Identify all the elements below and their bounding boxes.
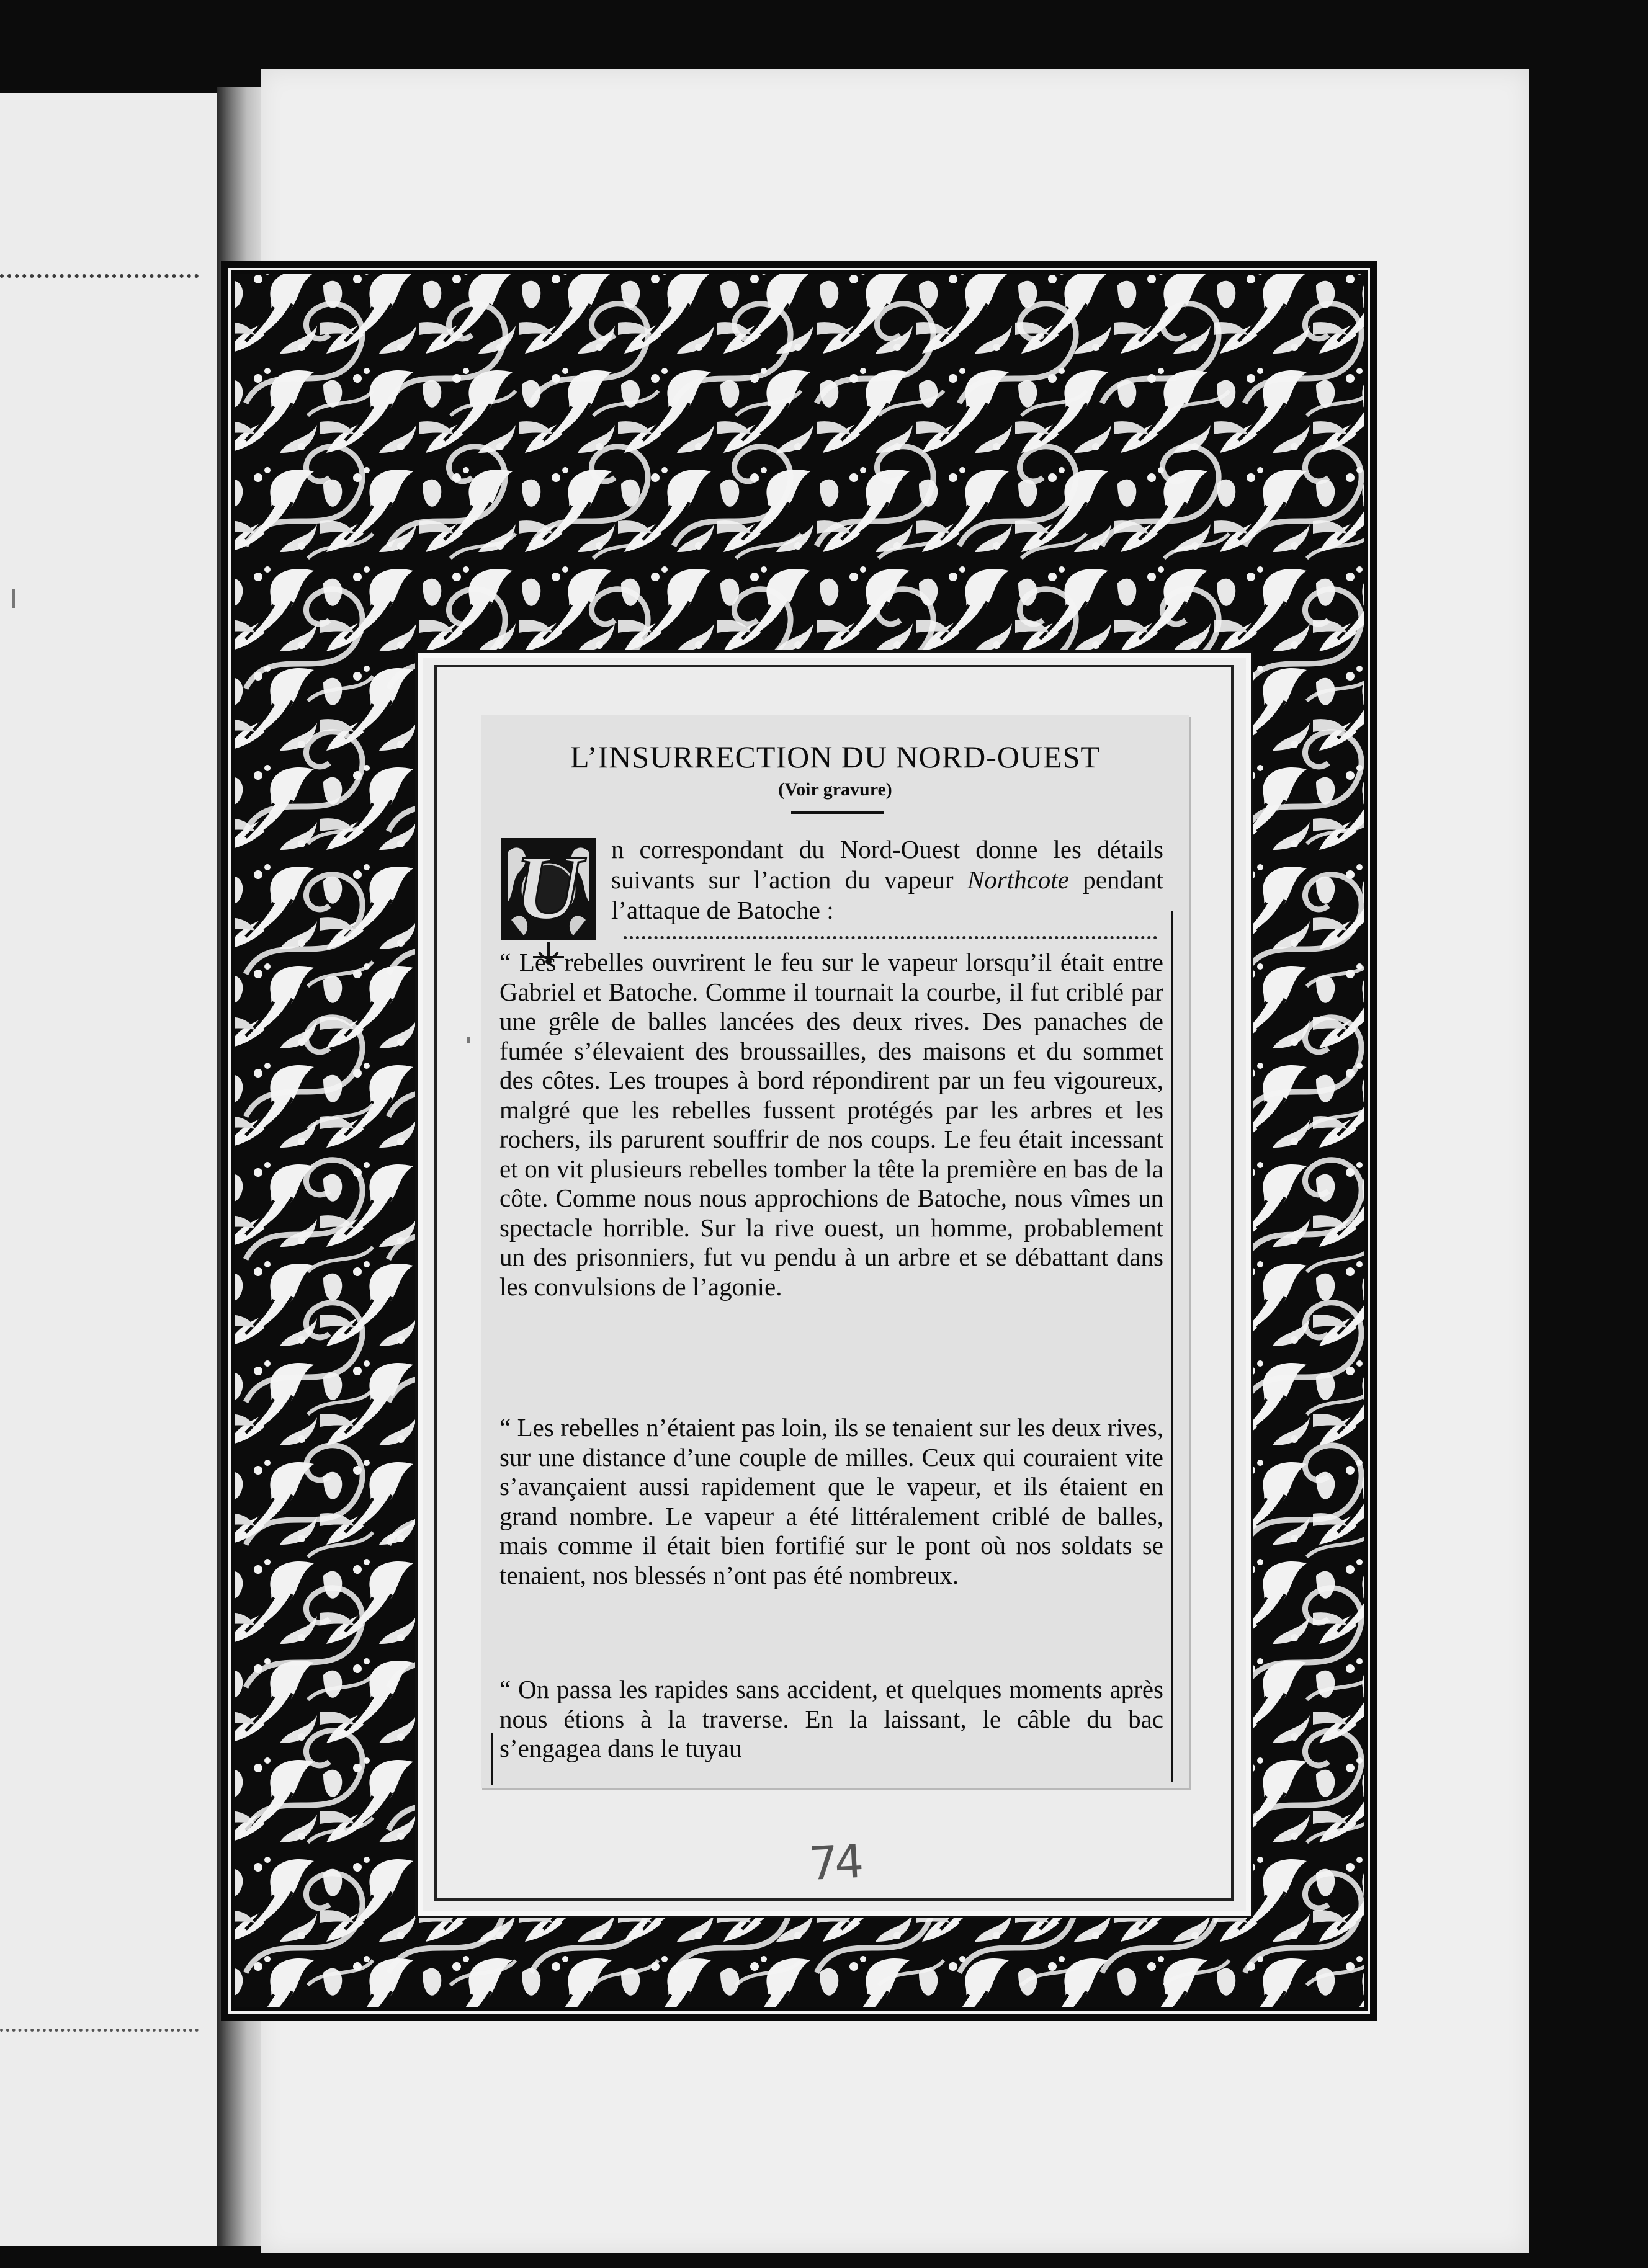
intro-text-lead: n correspondant du Nord-Ouest donne les détails suivants sur l’action du vapeur (611, 835, 1163, 894)
title-rule (791, 811, 884, 814)
dropcap-letter: U (514, 836, 583, 939)
article-paragraph: “ Les rebelles n’étaient pas loin, ils se tenaient sur les deux rives, sur une distance d’une couple de milles. Ceux qui couraient vite s’avançaient aussi rapidement que le vapeur, et ils étaient en grand nombre. Le vapeur a été littéralement criblé de balles, mais comme il était bien fortifié sur le pont où nos soldats se tenaient, nos blessés n’ont pas été nombreux. (499, 1413, 1163, 1589)
article-paragraph: “ On passa les rapides sans accident, et quelques moments après nous étions à la traverse. En la laissant, le câble du bac s’engagea dans le tuyau (499, 1675, 1163, 1762)
intro-text-end: pendant l’attaque de Batoche : (611, 865, 1163, 924)
newspaper-clipping (481, 715, 1189, 1788)
article-paragraph: “ Les rebelles ouvrirent le feu sur le vapeur lorsqu’il était entre Gabriel et Batoche. Comme il tournait la courbe, il fut criblé par une grêle de balles lancées des deux rives. Des panaches de fumée s’élevaient des broussailles, des maisons et du sommet des côtes. Les troupes à bord répondirent par un feu vigoureux, malgré que les rebelles fussent protégés par les arbres et les rochers, ils parurent souffrir de nos coups. Le feu était incessant et on vit plusieurs rebelles tomber la tête la première en bas de la côte. Comme nous nous approchions de Batoche, nous vîmes un spectacle horrible. Sur la rive ouest, un homme, probablement un des prisonniers, fut vu pendu à un arbre et se débattant dans les convulsions de l’agonie. (499, 948, 1163, 1301)
clipping-title: L’INSURRECTION DU NORD-OUEST (570, 739, 1100, 774)
ornamental-initial-icon (496, 833, 601, 967)
intro-text (611, 834, 1163, 926)
stray-mark (467, 1037, 470, 1043)
column-rule (491, 1733, 493, 1785)
clipping-subtitle: (Voir gravure) (778, 779, 892, 800)
left-page-dotted-rule (0, 2029, 199, 2032)
ellipsis-leader (624, 936, 1157, 939)
handwritten-page-number: 74 (807, 1834, 862, 1891)
left-page-dotted-rule (0, 274, 199, 278)
stray-mark (12, 589, 15, 608)
vessel-name: Northcote (967, 865, 1069, 894)
column-rule (1171, 911, 1173, 1782)
left-page (0, 93, 223, 2246)
